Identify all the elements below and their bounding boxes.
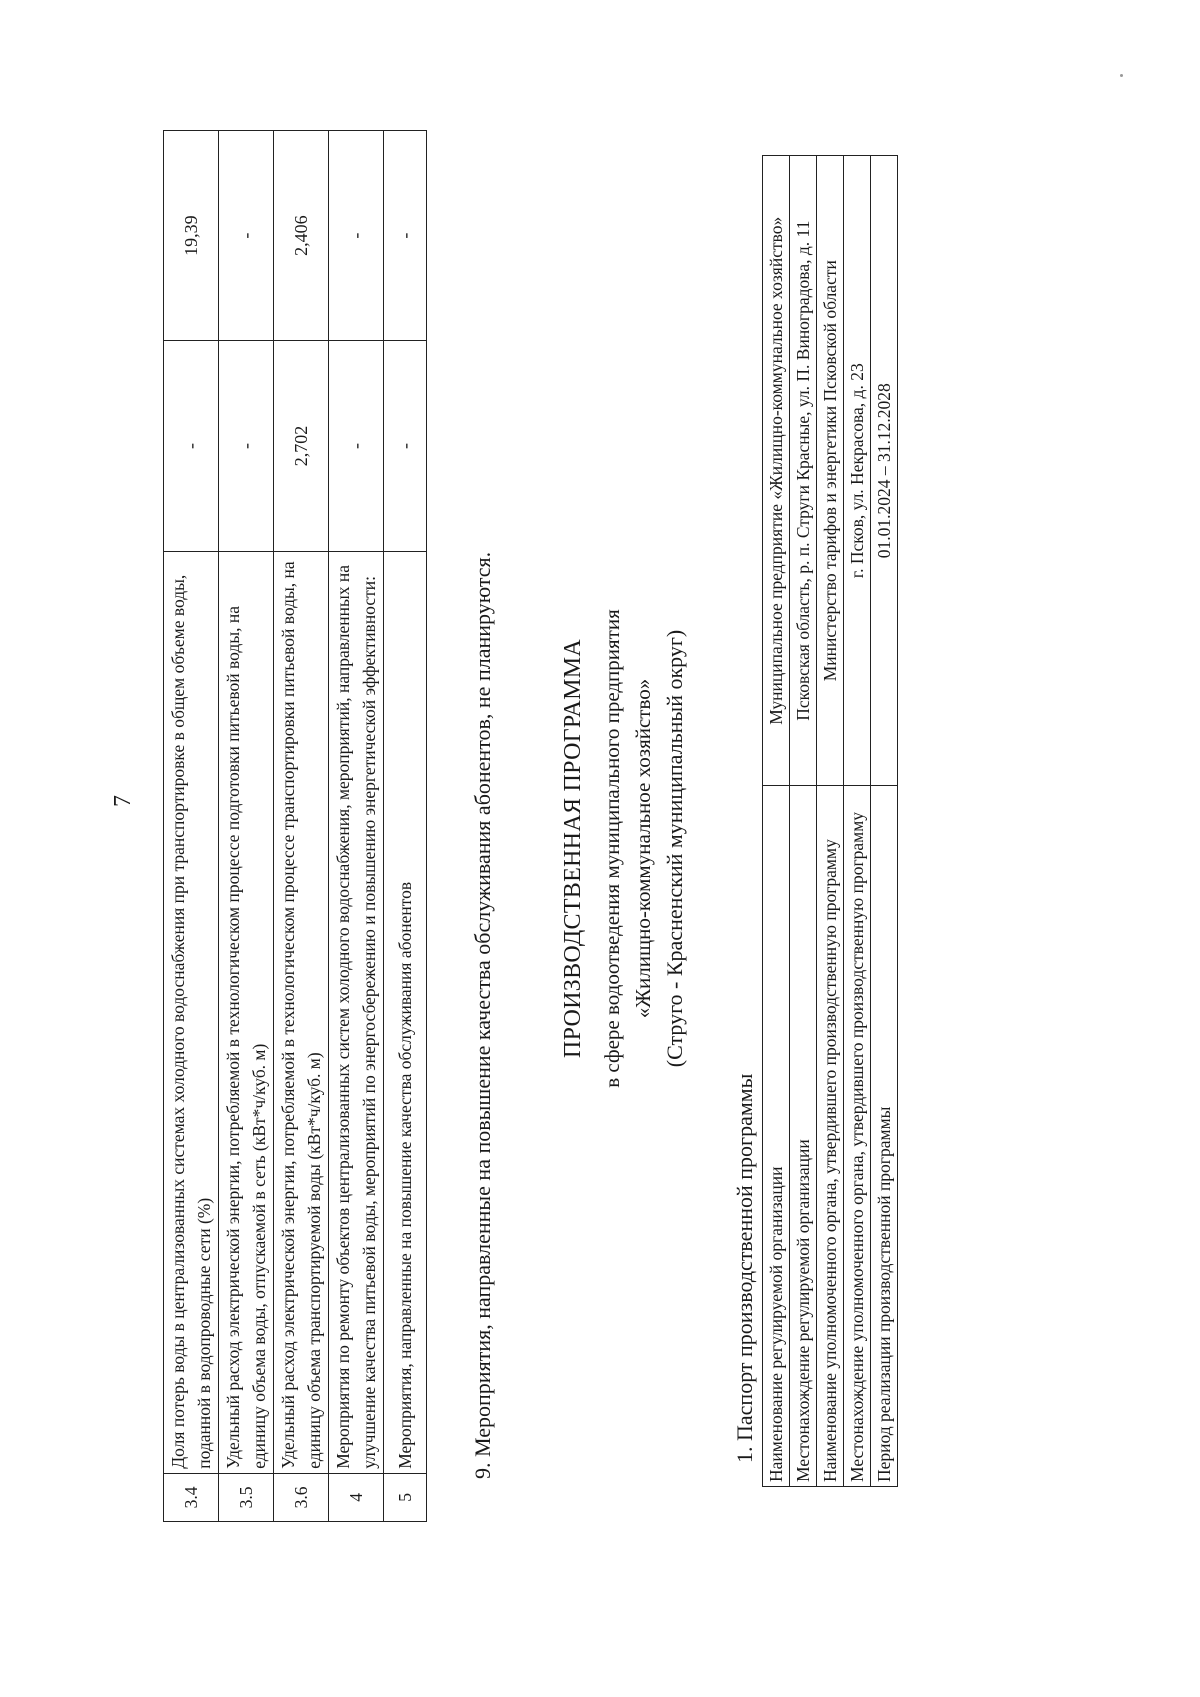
- indicator-row: [384, 131, 427, 1522]
- indicators-table-body: [164, 131, 427, 1522]
- program-title: ПРОИЗВОДСТВЕННАЯ ПРОГРАММА: [560, 638, 586, 1059]
- indicator-description: Доля потерь воды в централизованных системах холодного водоснабжения при транспортировке в общем объеме воды, поданной в водопроводные сети (%): [164, 551, 219, 1473]
- scan-speck: [1120, 74, 1123, 77]
- passport-label: Наименование регулируемой организации: [763, 786, 790, 1487]
- page-number: 7: [110, 795, 136, 807]
- indicator-row: [219, 131, 274, 1522]
- indicator-number: 4: [329, 1473, 384, 1521]
- passport-row: [790, 156, 817, 1487]
- passport-value: 01.01.2024 – 31.12.2028: [871, 156, 898, 786]
- passport-label: Местонахождение регулируемой организации: [790, 786, 817, 1487]
- indicator-value-1: -: [329, 341, 384, 551]
- passport-section-title: 1. Паспорт производственной программы: [732, 1073, 757, 1463]
- passport-value: Министерство тарифов и энергетики Псковской области: [817, 156, 844, 786]
- indicator-description: Удельный расход электрической энергии, потребляемой в технологическом процессе подготовки питьевой воды, на единицу объема воды, отпускаемой в сеть (кВт*ч/куб. м): [219, 551, 274, 1473]
- passport-value: г. Псков, ул. Некрасова, д. 23: [844, 156, 871, 786]
- passport-row: [817, 156, 844, 1487]
- passport-row: [763, 156, 790, 1487]
- indicator-value-2: 19,39: [164, 131, 219, 341]
- indicator-description: Мероприятия по ремонту объектов централизованных систем холодного водоснабжения, мероприятий, направленных на улучшение качества питьевой воды, мероприятий по энергосбережению и повышению энергетической эффективности:: [329, 551, 384, 1473]
- indicator-value-1: -: [384, 341, 427, 551]
- indicator-value-2: -: [219, 131, 274, 341]
- indicator-row: [164, 131, 219, 1522]
- passport-table-body: [763, 156, 898, 1487]
- indicator-value-2: 2,406: [274, 131, 329, 341]
- indicator-number: 3.6: [274, 1473, 329, 1521]
- section-9-text: 9. Мероприятия, направленные на повышение качества обслуживания абонентов, не планируются.: [470, 551, 495, 1479]
- passport-label: Период реализации производственной программы: [871, 786, 898, 1487]
- passport-table: [762, 155, 898, 1487]
- indicator-number: 5: [384, 1473, 427, 1521]
- indicator-description: Мероприятия, направленные на повышение качества обслуживания абонентов: [384, 551, 427, 1473]
- program-subtitle-line1: в сфере водоотведения муниципального предприятия: [600, 609, 624, 1088]
- indicator-value-1: 2,702: [274, 341, 329, 551]
- passport-row: [844, 156, 871, 1487]
- indicator-row: [274, 131, 329, 1522]
- program-subtitle-line3: (Струго - Красненский муниципальный округ): [662, 629, 687, 1068]
- indicator-number: 3.5: [219, 1473, 274, 1521]
- passport-row: [871, 156, 898, 1487]
- indicator-number: 3.4: [164, 1473, 219, 1521]
- passport-label: Наименование уполномоченного органа, утвердившего производственную программу: [817, 786, 844, 1487]
- indicator-value-2: -: [384, 131, 427, 341]
- passport-value: Псковская область, р. п. Струги Красные, ул. П. Виноградова, д. 11: [790, 156, 817, 786]
- indicators-table: [163, 130, 427, 1522]
- passport-label: Местонахождение уполномоченного органа, утвердившего производственную программу: [844, 786, 871, 1487]
- passport-value: Муниципальное предприятие «Жилищно-коммунальное хозяйство»: [763, 156, 790, 786]
- indicator-row: [329, 131, 384, 1522]
- indicator-description: Удельный расход электрической энергии, потребляемой в технологическом процессе транспортировки питьевой воды, на единицу объема транспортируемой воды (кВт*ч/куб. м): [274, 551, 329, 1473]
- program-subtitle-line2: «Жилищно-коммунальное хозяйство»: [631, 678, 655, 1019]
- indicator-value-1: -: [219, 341, 274, 551]
- indicator-value-2: -: [329, 131, 384, 341]
- indicator-value-1: -: [164, 341, 219, 551]
